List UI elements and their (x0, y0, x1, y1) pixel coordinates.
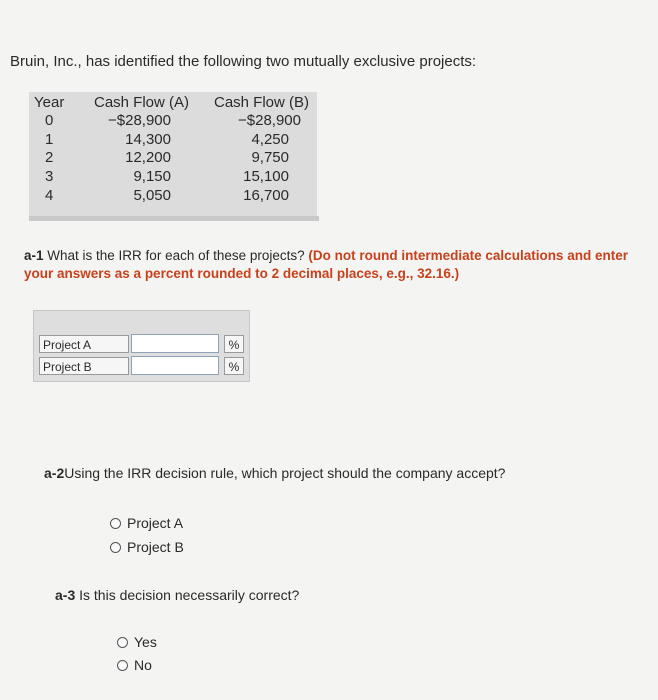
irr-label-project-a: Project A (39, 335, 129, 353)
question-a1-label: a-1 (24, 248, 44, 263)
question-a2-text: Using the IRR decision rule, which project should the company accept? (64, 465, 506, 481)
cash-a-cell: 5,050 (133, 187, 171, 204)
irr-input-project-b[interactable] (131, 356, 219, 375)
cash-b-cell: −$28,900 (238, 112, 301, 129)
percent-unit: % (224, 357, 244, 375)
cash-b-cell: 16,700 (243, 187, 289, 204)
question-a3-label: a-3 (55, 587, 76, 603)
question-a1-instruction: (Do not round intermediate calculations and enter your answers as a percent rounded to 2 decimal places, e.g., 32.16.) (24, 248, 628, 281)
cash-flow-table (29, 92, 317, 220)
col-header-cash-flow-b: Cash Flow (B) (214, 94, 310, 111)
year-cell: 4 (45, 187, 54, 204)
radio-circle-icon[interactable] (110, 542, 121, 553)
col-header-cash-flow-a: Cash Flow (A) (94, 94, 190, 111)
radio-option-project-b[interactable] (110, 539, 184, 555)
question-a1-text: What is the IRR for each of these projects? (47, 248, 305, 263)
table-divider (29, 216, 319, 221)
radio-label: Yes (134, 634, 157, 650)
question-a2-label: a-2 (44, 465, 65, 481)
radio-circle-icon[interactable] (117, 660, 128, 671)
year-cell: 0 (45, 112, 54, 129)
question-a3-text: Is this decision necessarily correct? (79, 587, 300, 603)
question-a2 (44, 465, 505, 481)
cash-b-cell: 9,750 (251, 149, 289, 166)
percent-unit: % (224, 335, 244, 353)
radio-label: No (134, 657, 152, 673)
radio-option-yes[interactable] (117, 634, 157, 650)
irr-input-project-a[interactable] (131, 334, 219, 353)
cash-a-cell: 14,300 (125, 131, 171, 148)
question-a3 (55, 587, 299, 603)
year-cell: 2 (45, 149, 54, 166)
col-header-year: Year (34, 94, 65, 111)
cash-a-cell: 12,200 (125, 149, 171, 166)
cash-b-cell: 4,250 (251, 131, 289, 148)
radio-label: Project A (127, 515, 184, 531)
radio-option-no[interactable] (117, 657, 152, 673)
irr-answer-table (33, 310, 250, 382)
year-cell: 1 (45, 131, 54, 148)
cash-a-cell: −$28,900 (108, 112, 171, 129)
intro-text: Bruin, Inc., has identified the following two mutually exclusive projects: (10, 53, 477, 70)
radio-circle-icon[interactable] (117, 637, 128, 648)
radio-option-project-a[interactable] (110, 515, 183, 531)
cash-b-cell: 15,100 (243, 168, 289, 185)
radio-circle-icon[interactable] (110, 518, 121, 529)
cash-a-cell: 9,150 (133, 168, 171, 185)
year-cell: 3 (45, 168, 54, 185)
irr-label-project-b: Project B (39, 357, 129, 375)
radio-label: Project B (127, 539, 184, 555)
question-a1 (24, 247, 644, 283)
